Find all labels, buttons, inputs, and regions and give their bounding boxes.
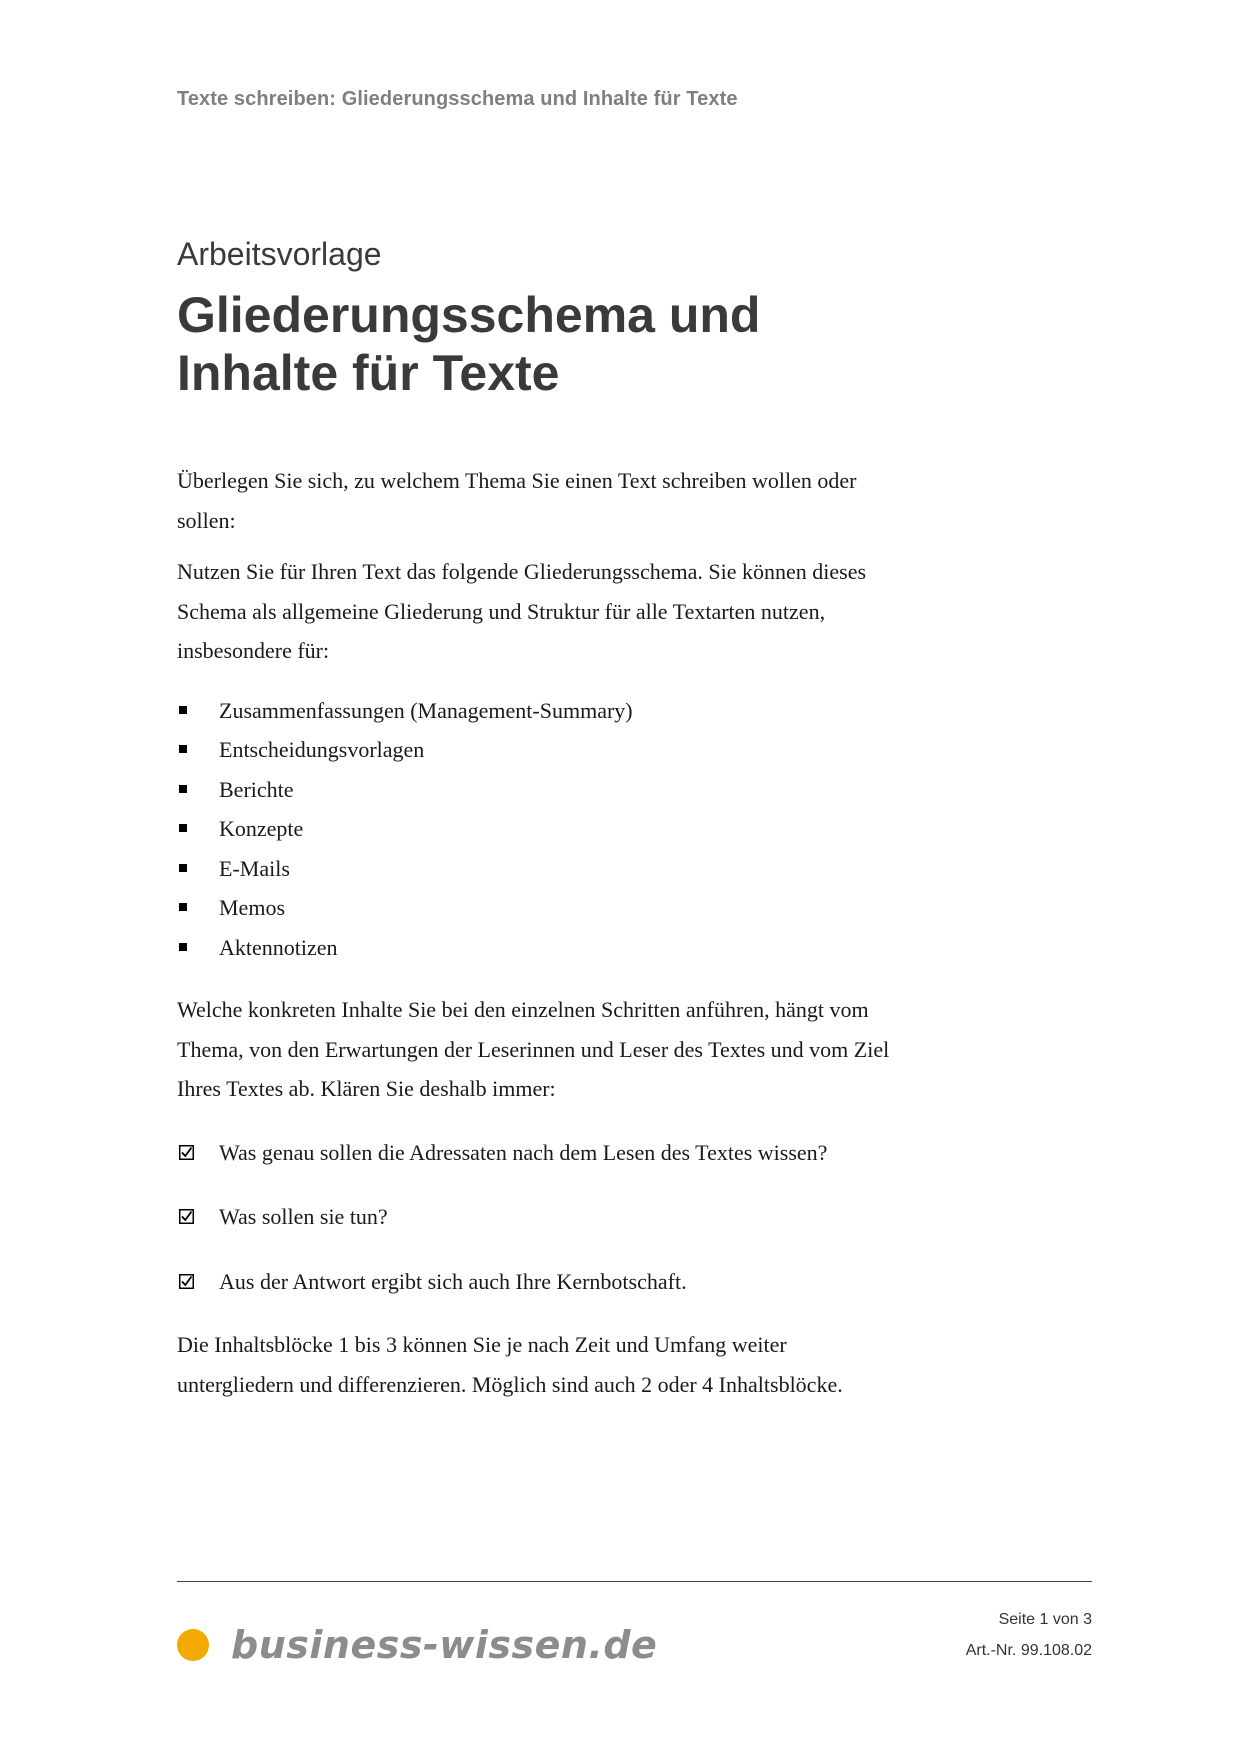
- list-item: [177, 770, 897, 810]
- list-item: [177, 730, 897, 770]
- square-bullet-icon: [179, 824, 187, 832]
- checked-box-icon: [179, 1209, 194, 1224]
- brand-logo[interactable]: [177, 1620, 657, 1670]
- square-bullet-icon: [179, 943, 187, 951]
- list-item-label: Memos: [219, 895, 285, 920]
- square-bullet-icon: [179, 745, 187, 753]
- checklist-item: [177, 1262, 897, 1302]
- document-body: [177, 461, 897, 1404]
- document-title-line-2: Inhalte für Texte: [177, 345, 560, 401]
- logo-dot-icon: [177, 1629, 209, 1661]
- intro-paragraph: Überlegen Sie sich, zu welchem Thema Sie einen Text schreiben wollen oder sollen:: [177, 468, 857, 533]
- closing-paragraph: Die Inhaltsblöcke 1 bis 3 können Sie je nach Zeit und Umfang weiter untergliedern und differenzieren. Möglich sind auch 2 oder 4 Inhaltsblöcke.: [177, 1332, 843, 1397]
- logo-text: business-wissen.de: [231, 1623, 658, 1667]
- list-item-label: Zusammenfassungen (Management-Summary): [219, 697, 633, 723]
- list-item-label: E-Mails: [219, 855, 290, 881]
- contents-paragraph: Welche konkreten Inhalte Sie bei den einzelnen Schritten anführen, hängt vom Thema, von den Erwartungen der Leserinnen und Leser des Textes und vom Ziel Ihres Textes ab. Klären Sie deshalb immer:: [177, 997, 890, 1101]
- square-bullet-icon: [179, 903, 187, 911]
- usage-paragraph: Nutzen Sie für Ihren Text das folgende Gliederungsschema. Sie können dieses Schema als allgemeine Gliederung und Struktur für alle Textarten nutzen, insbesondere für:: [177, 559, 867, 663]
- list-item-label: Berichte: [219, 776, 294, 802]
- list-item: [177, 888, 897, 928]
- list-item-label: Konzepte: [219, 816, 304, 841]
- checklist-item-label: Aus der Antwort ergibt sich auch Ihre Kernbotschaft.: [219, 1268, 687, 1294]
- page-meta: [966, 1604, 1092, 1666]
- page-number: Seite 1 von 3: [998, 1611, 1092, 1628]
- checklist-item: [177, 1133, 897, 1173]
- square-bullet-icon: [179, 706, 187, 714]
- list-item-label: Aktennotizen: [219, 934, 338, 960]
- list-item: [177, 809, 897, 849]
- list-item: [177, 849, 897, 889]
- square-bullet-icon: [179, 864, 187, 872]
- checked-box-icon: [179, 1274, 194, 1289]
- document-title-line-1: Gliederungsschema und: [177, 287, 761, 343]
- checklist-item-label: Was genau sollen die Adressaten nach dem Lesen des Textes wissen?: [219, 1139, 828, 1165]
- running-header: Texte schreiben: Gliederungsschema und Inhalte für Texte: [177, 88, 738, 110]
- document-kind: Arbeitsvorlage: [177, 236, 382, 272]
- checklist-item-label: Was sollen sie tun?: [219, 1204, 388, 1229]
- checklist-item: [177, 1197, 897, 1237]
- list-item: [177, 691, 897, 731]
- checklist: [177, 1133, 897, 1302]
- text-types-list: [177, 691, 897, 968]
- list-item-label: Entscheidungsvorlagen: [219, 737, 425, 762]
- document-title: [177, 286, 760, 402]
- checked-box-icon: [179, 1145, 194, 1160]
- square-bullet-icon: [179, 785, 187, 793]
- article-number: Art.-Nr. 99.108.02: [965, 1642, 1092, 1659]
- list-item: [177, 928, 897, 968]
- footer-divider: [177, 1581, 1092, 1582]
